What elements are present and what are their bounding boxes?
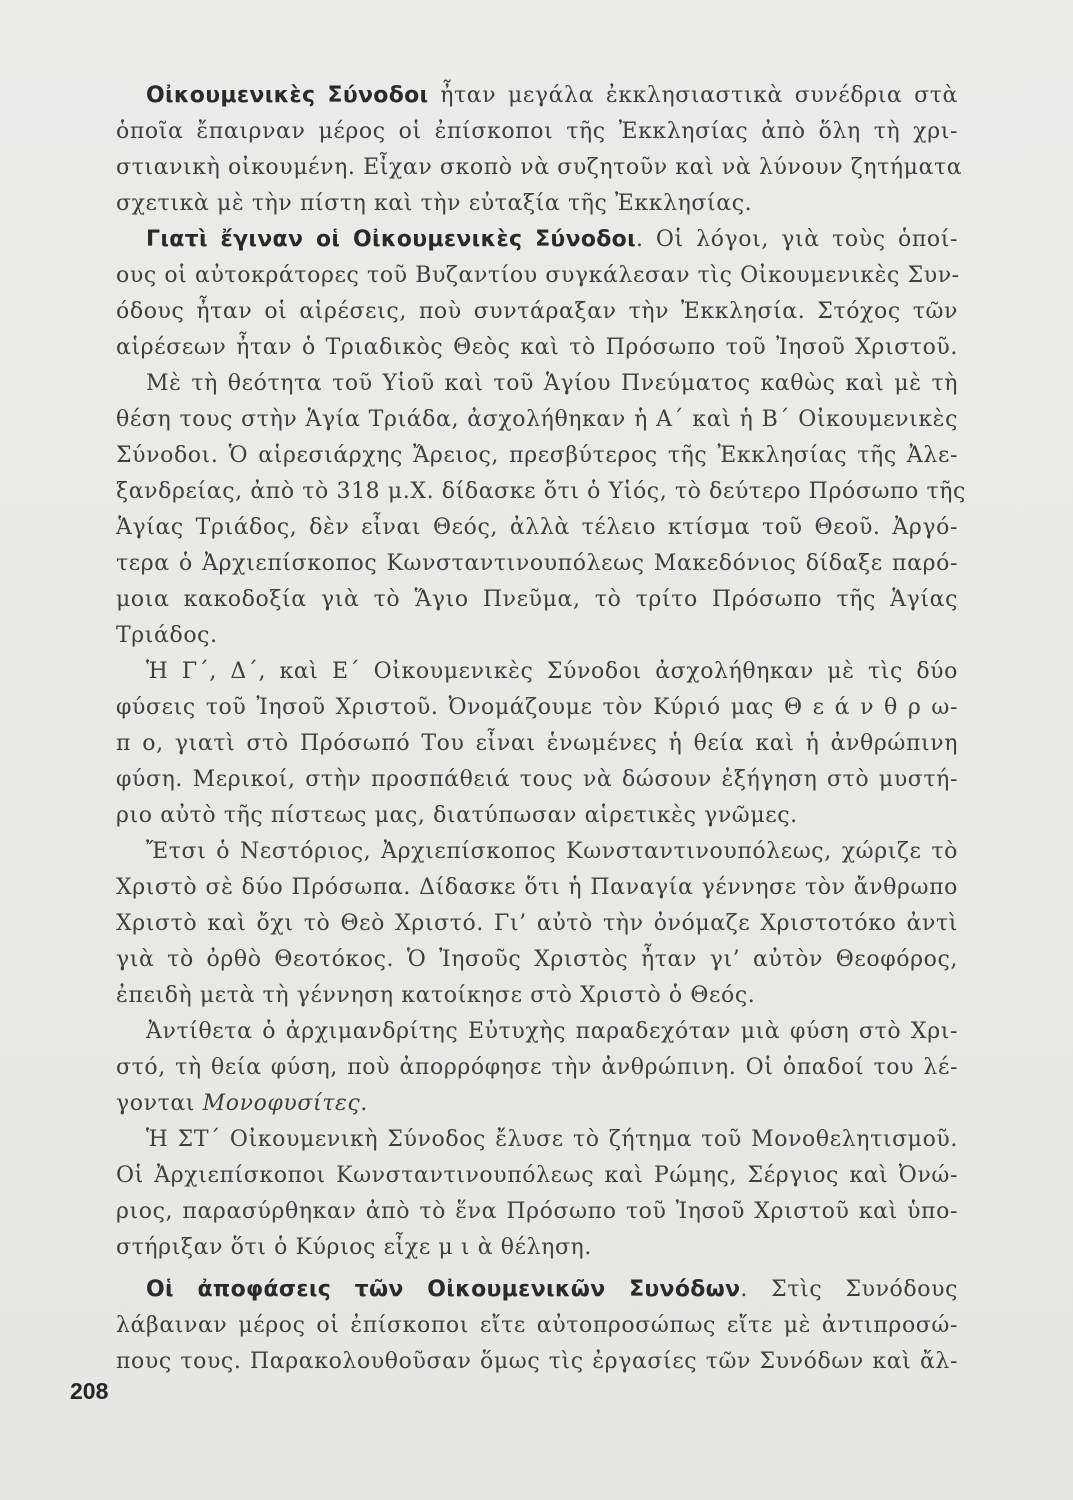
text-line-31: Οἱ Ἀρχιεπίσκοποι Κωνσταντινουπόλεως καὶ Ρώμης, Σέργιος καὶ Ὀνώ- (116, 1163, 958, 1188)
text-line-5: Γιατὶ ἔγιναν οἱ Οἰκουμενικὲς Σύνοδοι. Οἱ λόγοι, γιὰ τοὺς ὁποί- (146, 227, 958, 252)
text-line-35: λάβαιναν μέρος οἱ ἐπίσκοποι εἴτε αὐτοπροσώπως εἴτε μὲ ἀντιπροσώ- (116, 1313, 958, 1338)
text-line-14: τερα ὁ Ἀρχιεπίσκοπος Κωνσταντινουπόλεως Μακεδόνιος δίδαξε παρό- (116, 551, 958, 576)
text-line-34: Οἱ ἀποφάσεις τῶν Οἰκουμενικῶν Συνόδων. Στὶς Συνόδους (146, 1277, 958, 1302)
text-line-24: Χριστὸ καὶ ὄχι τὸ Θεὸ Χριστό. Γι’ αὐτὸ τὴν ὀνόμαζε Χριστοτόκο ἀντὶ (116, 911, 958, 936)
text-line-33: στήριξαν ὅτι ὁ Κύριος εἶχε μ ι ὰ θέληση. (116, 1235, 592, 1260)
text-line-2: ὁποῖα ἔπαιρναν μέρος οἱ ἐπίσκοποι τῆς Ἐκκλησίας ἀπὸ ὅλη τὴ χρι- (116, 119, 958, 144)
text-line-11: Σύνοδοι. Ὁ αἱρεσιάρχης Ἄρειος, πρεσβύτερος τῆς Ἐκκλησίας τῆς Ἀλε- (116, 443, 958, 468)
text-line-4: σχετικὰ μὲ τὴν πίστη καὶ τὴν εὐταξία τῆς Ἐκκλησίας. (116, 191, 753, 216)
page-number: 208 (70, 1378, 109, 1404)
heading-why-councils: Γιατὶ ἔγιναν οἱ Οἰκουμενικὲς Σύνοδοι (146, 227, 636, 252)
text-line-32: ριος, παρασύρθηκαν ἀπὸ τὸ ἕνα Πρόσωπο τοῦ Ἰησοῦ Χριστοῦ καὶ ὑπο- (116, 1199, 958, 1224)
text-line-21: ριο αὐτὸ τῆς πίστεως μας, διατύπωσαν αἱρετικὲς γνῶμες. (116, 803, 798, 828)
text-line-9: Μὲ τὴ θεότητα τοῦ Υἱοῦ καὶ τοῦ Ἁγίου Πνεύματος καθὼς καὶ μὲ τὴ (146, 371, 958, 396)
text-line-15: μοια κακοδοξία γιὰ τὸ Ἅγιο Πνεῦμα, τὸ τρίτο Πρόσωπο τῆς Ἁγίας (116, 587, 958, 612)
text-line-19: π ο, γιατὶ στὸ Πρόσωπό Του εἶναι ἑνωμένες ἡ θεία καὶ ἡ ἀνθρώπινη (116, 731, 958, 756)
text-line-6: ους οἱ αὐτοκράτορες τοῦ Βυζαντίου συγκάλεσαν τὶς Οἰκουμενικὲς Συν- (116, 263, 960, 288)
text-line-3: στιανικὴ οἰκουμένη. Εἶχαν σκοπὸ νὰ συζητοῦν καὶ νὰ λύνουν ζητήματα (116, 155, 963, 180)
text-line-20: φύση. Μερικοί, στὴν προσπάθειά τους νὰ δώσουν ἐξήγηση στὸ μυστή- (116, 767, 958, 792)
text-line-13: Ἁγίας Τριάδος, δὲν εἶναι Θεός, ἀλλὰ τέλειο κτίσμα τοῦ Θεοῦ. Ἀργό- (116, 515, 958, 540)
heading-ecumenical-councils: Οἰκουμενικὲς Σύνοδοι (146, 83, 429, 108)
text-line-7: όδους ἦταν οἱ αἱρέσεις, ποὺ συντάραξαν τὴν Ἐκκλησία. Στόχος τῶν (116, 299, 958, 324)
text-line-10: θέση τους στὴν Ἁγία Τριάδα, ἀσχολήθηκαν ἡ Α΄ καὶ ἡ Β΄ Οἰκουμενικὲς (116, 407, 958, 432)
text-line-27: Ἀντίθετα ὁ ἀρχιμανδρίτης Εὐτυχὴς παραδεχόταν μιὰ φύση στὸ Χρι- (146, 1019, 958, 1044)
text-line-28: στό, τὴ θεία φύση, ποὺ ἀπορρόφησε τὴν ἀνθρώπινη. Οἱ ὀπαδοί του λέ- (116, 1055, 958, 1080)
text-line-17: Ἡ Γ΄, Δ΄, καὶ Ε΄ Οἰκουμενικὲς Σύνοδοι ἀσχολήθηκαν μὲ τὶς δύο (146, 659, 958, 684)
text-line-25: γιὰ τὸ ὀρθὸ Θεοτόκος. Ὁ Ἰησοῦς Χριστὸς ἦταν γι’ αὐτὸν Θεοφόρος, (116, 947, 958, 972)
text-line-29: γονται Μονοφυσίτες. (116, 1091, 368, 1116)
term-monophysites: Μονοφυσίτες (202, 1091, 361, 1116)
text-line-12: ξανδρείας, ἀπὸ τὸ 318 μ.Χ. δίδασκε ὅτι ὁ Υἱός, τὸ δεύτερο Πρόσωπο τῆς (116, 479, 966, 504)
text-line-23: Χριστὸ σὲ δύο Πρόσωπα. Δίδασκε ὅτι ἡ Παναγία γέννησε τὸν ἄνθρωπο (116, 875, 958, 900)
text-line-30: Ἡ ΣΤ΄ Οἰκουμενικὴ Σύνοδος ἔλυσε τὸ ζήτημα τοῦ Μονοθελητισμοῦ. (146, 1127, 958, 1152)
text-line-18: φύσεις τοῦ Ἰησοῦ Χριστοῦ. Ὀνομάζουμε τὸν Κύριό μας Θ ε ά ν θ ρ ω- (116, 695, 958, 720)
text-line-26: ἐπειδὴ μετὰ τὴ γέννηση κατοίκησε στὸ Χριστὸ ὁ Θεός. (116, 983, 756, 1008)
heading-council-decisions: Οἱ ἀποφάσεις τῶν Οἰκουμενικῶν Συνόδων (146, 1277, 741, 1302)
text-line-8: αἱρέσεων ἦταν ὁ Τριαδικὸς Θεὸς καὶ τὸ Πρόσωπο τοῦ Ἰησοῦ Χριστοῦ. (116, 335, 958, 360)
text-line-16: Τριάδος. (116, 623, 218, 648)
text-line-36: πους τους. Παρακολουθοῦσαν ὅμως τὶς ἐργασίες τῶν Συνόδων καὶ ἄλ- (116, 1349, 958, 1374)
text-line-1: Οἰκουμενικὲς Σύνοδοι ἦταν μεγάλα ἐκκλησιαστικὰ συνέδρια στὰ (146, 83, 959, 108)
text-line-22: Ἔτσι ὁ Νεστόριος, Ἀρχιεπίσκοπος Κωνσταντινουπόλεως, χώριζε τὸ (146, 839, 958, 864)
